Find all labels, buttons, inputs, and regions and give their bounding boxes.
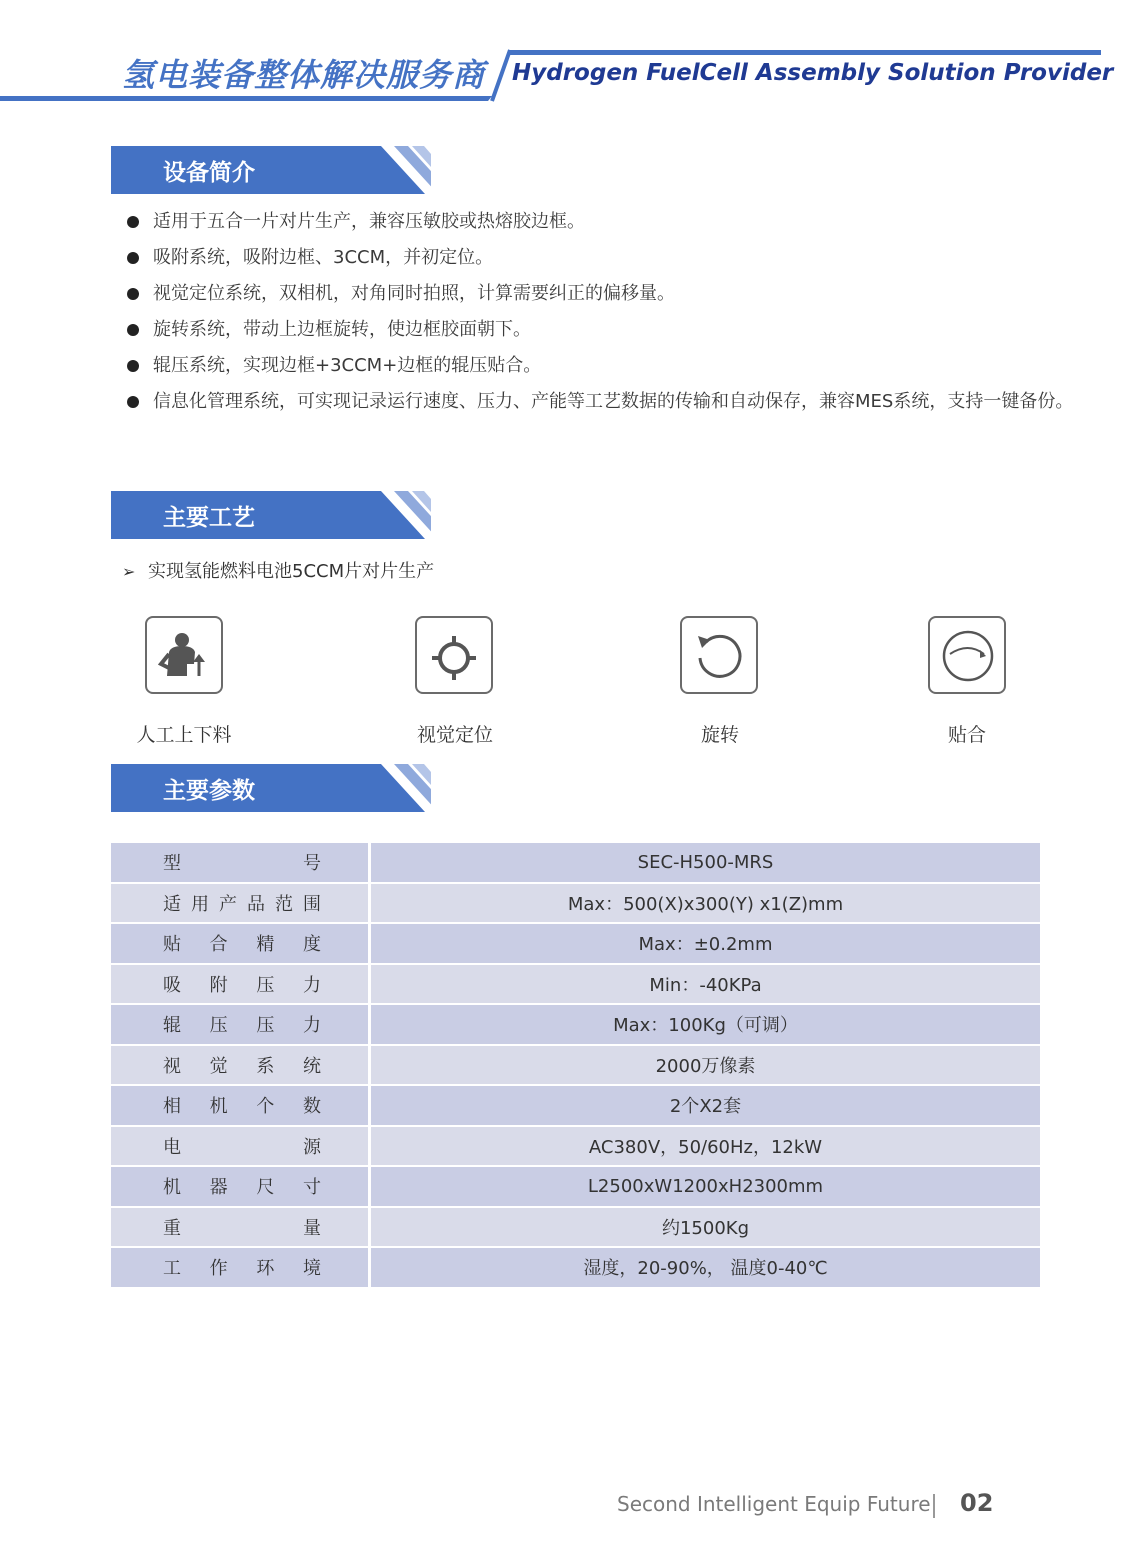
bullet-dot-icon: [127, 288, 139, 300]
param-key-char: 围: [303, 893, 321, 915]
param-key-char: 机: [209, 1096, 228, 1118]
bullet-dot-icon: [127, 324, 139, 336]
param-key-chars: [163, 1133, 321, 1159]
param-key-char: 尺: [256, 1177, 275, 1199]
section-heading-params: 主要参数: [163, 778, 255, 804]
param-key-char: 寸: [302, 1177, 321, 1199]
footer-divider: [933, 1494, 935, 1518]
param-key: [111, 1127, 371, 1166]
section-heading-process: 主要工艺: [163, 505, 255, 531]
param-key-char: 机: [163, 1177, 181, 1199]
param-key-char: 境: [302, 1258, 321, 1280]
param-key-char: 数: [302, 1096, 321, 1118]
param-key-chars: [163, 1214, 321, 1240]
param-key-char: 作: [209, 1258, 228, 1280]
bullet-dot-icon: [127, 252, 139, 264]
param-key-char: 系: [256, 1055, 275, 1077]
param-key-char: 型: [163, 853, 181, 875]
param-key: [111, 843, 371, 882]
param-key-chars: [163, 971, 321, 997]
arrow-bullet-icon: ➢: [122, 562, 136, 581]
param-key-chars: [163, 1254, 321, 1280]
param-value: AC380V，50/60Hz，12kW: [371, 1127, 1040, 1166]
list-item: 吸附系统，吸附边框、3CCM，并初定位。: [126, 240, 1086, 276]
banner-stripes: [111, 146, 431, 194]
param-value: Max：±0.2mm: [371, 924, 1040, 963]
param-key-char: 号: [303, 853, 321, 875]
param-value: Min：-40KPa: [371, 965, 1040, 1004]
param-key-chars: [163, 930, 321, 956]
process-step-label: 旋转: [700, 724, 739, 746]
table-row: [111, 1208, 1040, 1247]
param-key-char: 附: [209, 974, 228, 996]
table-row: [111, 1086, 1040, 1125]
param-key-char: 重: [163, 1217, 181, 1239]
footer-slogan: Second Intelligent Equip Future: [617, 1492, 931, 1516]
section-heading-intro: 设备简介: [163, 160, 255, 186]
param-key-char: 适: [163, 893, 181, 915]
param-key: [111, 1167, 371, 1206]
param-key-chars: [163, 1092, 321, 1118]
param-key: [111, 924, 371, 963]
param-key-char: 量: [303, 1217, 321, 1239]
param-key: [111, 1208, 371, 1247]
list-item: 辊压系统，实现边框+3CCM+边框的辊压贴合。: [126, 348, 1086, 384]
param-key-char: 贴: [163, 934, 181, 956]
bullet-dot-icon: [127, 216, 139, 228]
param-key-char: 辊: [163, 1015, 181, 1037]
page-number: 02: [960, 1489, 994, 1517]
params-table: [111, 841, 1040, 1289]
manual-loading-icon: [145, 616, 223, 694]
param-key-char: 电: [163, 1136, 181, 1158]
param-key-char: 合: [209, 934, 228, 956]
param-value: SEC-H500-MRS: [371, 843, 1040, 882]
table-row: [111, 1046, 1040, 1085]
banner-stripes: [111, 764, 431, 812]
rotate-icon: [680, 616, 758, 694]
process-step-label: 人工上下料: [136, 724, 232, 746]
crosshair-icon: [415, 616, 493, 694]
table-row: [111, 1248, 1040, 1287]
header-title-cn: 氢电装备整体解决服务商: [122, 56, 486, 94]
table-row: [111, 1005, 1040, 1044]
param-key: [111, 1005, 371, 1044]
table-row: [111, 843, 1040, 882]
param-key-char: 压: [256, 974, 275, 996]
param-key-char: 品: [247, 893, 265, 915]
param-key-char: 度: [302, 934, 321, 956]
section-banner-process: [111, 491, 431, 539]
table-row: [111, 924, 1040, 963]
list-item: 适用于五合一片对片生产，兼容压敏胶或热熔胶边框。: [126, 204, 1086, 240]
param-value: Max：500(X)x300(Y) x1(Z)mm: [371, 884, 1040, 923]
process-summary: ➢ 实现氢能燃料电池5CCM片对片生产: [122, 561, 435, 582]
param-value: Max：100Kg（可调）: [371, 1005, 1040, 1044]
param-value: L2500xW1200xH2300mm: [371, 1167, 1040, 1206]
param-key: [111, 965, 371, 1004]
param-key-char: 觉: [209, 1055, 228, 1077]
param-key-chars: [163, 890, 321, 916]
param-key-char: 压: [209, 1015, 228, 1037]
param-key-char: 范: [275, 893, 293, 915]
param-key-chars: [163, 1011, 321, 1037]
list-item: 信息化管理系统，可实现记录运行速度、压力、产能等工艺数据的传输和自动保存，兼容MES系统，支持一键备份。: [126, 384, 1086, 420]
params-table-body: [111, 843, 1040, 1287]
param-key-chars: [163, 849, 321, 875]
param-key-char: 吸: [163, 974, 181, 996]
intro-bullet-list: [126, 204, 1086, 420]
section-banner-params: [111, 764, 431, 812]
param-key-char: 压: [256, 1015, 275, 1037]
param-key-char: 环: [256, 1258, 275, 1280]
process-step-label: 贴合: [947, 724, 986, 746]
param-key: [111, 1046, 371, 1085]
param-value: 约1500Kg: [371, 1208, 1040, 1247]
param-key-char: 视: [163, 1055, 181, 1077]
section-banner-intro: [111, 146, 431, 194]
param-value: 湿度，20-90%， 温度0-40℃: [371, 1248, 1040, 1287]
param-key-char: 个: [256, 1096, 275, 1118]
table-row: [111, 1167, 1040, 1206]
param-key-char: 工: [163, 1258, 181, 1280]
bullet-dot-icon: [127, 396, 139, 408]
param-key-char: 相: [163, 1096, 181, 1118]
param-key: [111, 1086, 371, 1125]
param-key-char: 产: [219, 893, 237, 915]
param-key-char: 源: [303, 1136, 321, 1158]
bullet-dot-icon: [127, 360, 139, 372]
param-key-chars: [163, 1173, 321, 1199]
lamination-icon: [928, 616, 1006, 694]
param-key-char: 用: [191, 893, 209, 915]
list-item: 旋转系统，带动上边框旋转，使边框胶面朝下。: [126, 312, 1086, 348]
param-key: [111, 884, 371, 923]
table-row: [111, 965, 1040, 1004]
process-step-label: 视觉定位: [416, 724, 493, 746]
header-title-en: Hydrogen FuelCell Assembly Solution Provider: [512, 60, 1114, 86]
param-value: 2个X2套: [371, 1086, 1040, 1125]
param-key-char: 力: [302, 974, 321, 996]
param-key-char: 精: [256, 934, 275, 956]
table-row: [111, 884, 1040, 923]
banner-stripes: [111, 491, 431, 539]
param-key: [111, 1248, 371, 1287]
list-item: 视觉定位系统，双相机，对角同时拍照，计算需要纠正的偏移量。: [126, 276, 1086, 312]
param-key-char: 力: [302, 1015, 321, 1037]
param-key-char: 器: [209, 1177, 228, 1199]
param-key-chars: [163, 1052, 321, 1078]
param-key-char: 统: [302, 1055, 321, 1077]
param-value: 2000万像素: [371, 1046, 1040, 1085]
table-row: [111, 1127, 1040, 1166]
